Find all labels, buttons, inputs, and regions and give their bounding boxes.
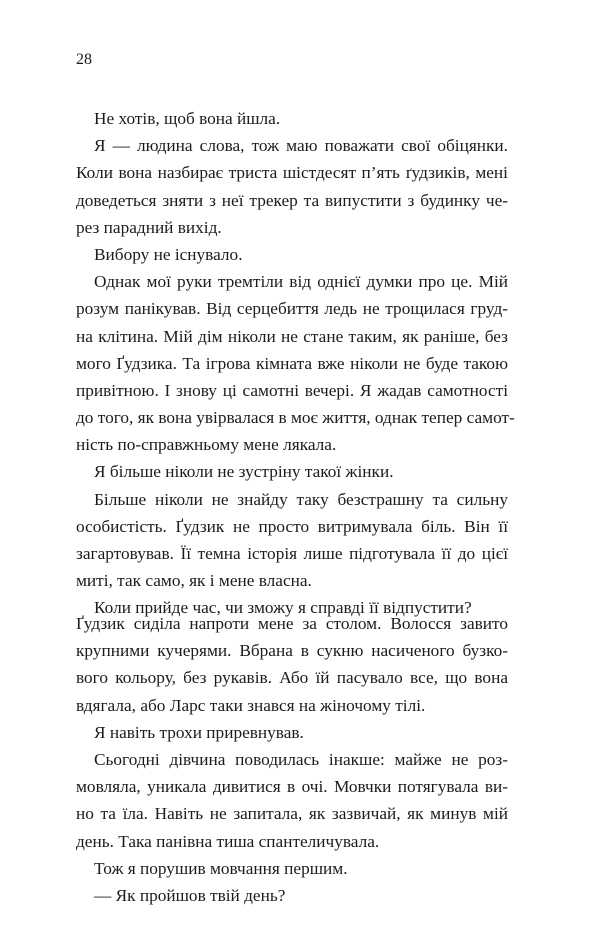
text-line: миті, так само, як і мене власна. bbox=[76, 571, 312, 591]
text-line: загартовував. Її темна історія лише підготувала її до цієї bbox=[76, 544, 508, 563]
text-line: Сьогодні дівчина поводилась інакше: майже не роз- bbox=[94, 749, 508, 769]
text-line: до того, як вона увірвалася в моє життя, однак тепер самот- bbox=[76, 408, 515, 428]
text-line: на клітина. Мій дім ніколи не стане таким, як раніше, без bbox=[76, 326, 508, 346]
text-line: Я більше ніколи не зустріну такої жінки. bbox=[94, 462, 394, 482]
text-line: Я навіть трохи приревнував. bbox=[94, 722, 304, 742]
text-section-1 bbox=[76, 105, 515, 622]
text-line: день. Така панівна тиша спантеличувала. bbox=[76, 831, 380, 851]
text-line: Я — людина слова, тож маю поважати свої обіцянки. bbox=[94, 136, 508, 156]
text-line: Коли прийде час, чи зможу я справді її відпустити? bbox=[94, 598, 472, 618]
text-line: Ґудзик сиділа напроти мене за столом. Волосся завито bbox=[76, 614, 508, 633]
text-line: доведеться зняти з неї трекер та випустити з будинку че- bbox=[76, 190, 508, 210]
text-line: привітною. І знову ці самотні вечері. Я жадав самотності bbox=[76, 380, 508, 400]
text-line: Тож я порушив мовчання першим. bbox=[94, 858, 348, 878]
text-line: Не хотів, щоб вона йшла. bbox=[94, 109, 281, 128]
text-line: но та їла. Навіть не запитала, як зазвичай, як минув мій bbox=[76, 804, 508, 824]
text-section-2 bbox=[76, 610, 508, 909]
page-number: 28 bbox=[76, 51, 92, 68]
text-line: Вибору не існувало. bbox=[94, 244, 243, 264]
text-line: особистість. Ґудзик не просто витримувала біль. Він її bbox=[76, 516, 508, 536]
text-line: мовляла, уникала дивитися в очі. Мовчки потягувала ви- bbox=[76, 777, 508, 797]
text-line: розум панікував. Від серцебиття ледь не трощилася груд- bbox=[76, 299, 508, 319]
text-line: вдягала, або Ларс таки знався на жіночому тілі. bbox=[76, 695, 426, 715]
text-line: рез парадний вихід. bbox=[76, 217, 222, 237]
text-line: ність по-справжньому мене лякала. bbox=[76, 435, 337, 455]
text-line: Коли вона назбирає триста шістдесят п’ять ґудзиків, мені bbox=[76, 163, 508, 183]
text-line: вого кольору, без рукавів. Або їй пасувало все, що вона bbox=[76, 668, 508, 688]
text-line: Однак мої руки тремтіли від однієї думки про це. Мій bbox=[94, 272, 508, 292]
text-line: мого Ґудзика. Та ігрова кімната вже ніколи не буде такою bbox=[76, 353, 508, 373]
text-line: Більше ніколи не знайду таку безстрашну та сильну bbox=[94, 489, 508, 509]
text-line: крупними кучерями. Вбрана в сукню насиченого бузко- bbox=[76, 641, 508, 661]
text-line: — Як пройшов твій день? bbox=[94, 885, 286, 905]
